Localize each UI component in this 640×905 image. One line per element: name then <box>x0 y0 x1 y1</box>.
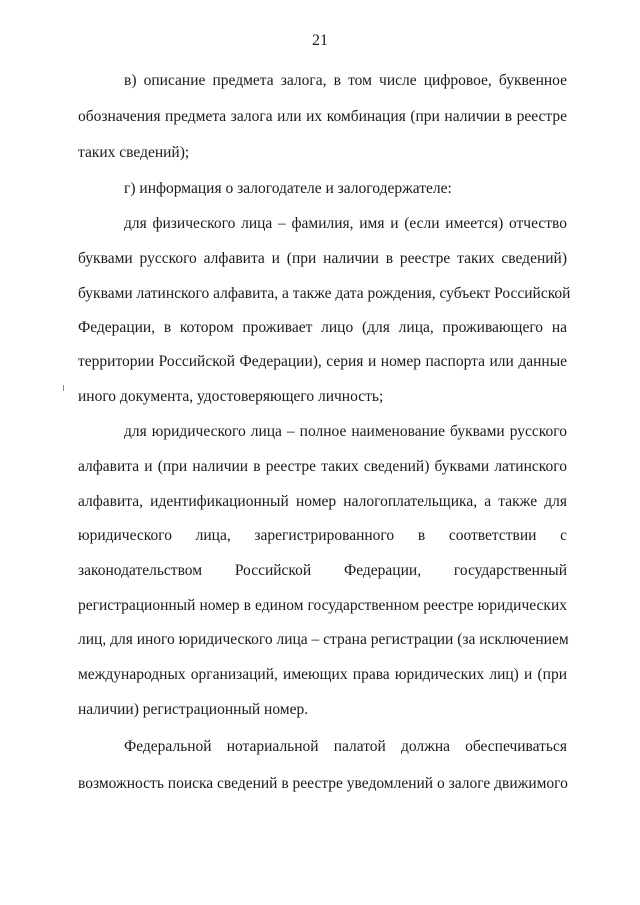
text-line: юридического лица, зарегистрированного в соответствии с <box>78 527 567 544</box>
text-line: Федеральной нотариальной палатой должна обеспечиваться <box>124 738 567 755</box>
text-line: в) описание предмета залога, в том числе цифровое, буквенное <box>124 72 567 89</box>
text-line: законодательством Российской Федерации, государственный <box>78 562 567 579</box>
text-line: международных организаций, имеющих права юридических лиц) и (при <box>78 666 567 683</box>
text-line: г) информация о залогодателе и залогодержателе: <box>124 180 452 197</box>
margin-scan-mark <box>63 385 64 391</box>
text-line: возможность поиска сведений в реестре уведомлений о залоге движимого <box>78 775 568 792</box>
text-line: территории Российской Федерации), серия и номер паспорта или данные <box>78 353 567 370</box>
text-line: алфавита и (при наличии в реестре таких сведений) буквами латинского <box>78 458 567 475</box>
text-line: регистрационный номер в едином государственном реестре юридических <box>78 597 567 614</box>
text-line: для физического лица – фамилия, имя и (если имеется) отчество <box>124 215 567 232</box>
text-line: обозначения предмета залога или их комбинация (при наличии в реестре <box>78 108 567 125</box>
text-line: лиц, для иного юридического лица – страна регистрации (за исключением <box>78 631 569 648</box>
text-line: буквами русского алфавита и (при наличии в реестре таких сведений) <box>78 250 567 267</box>
text-line: буквами латинского алфавита, а также дата рождения, субъект Российской <box>78 285 571 302</box>
text-line: наличии) регистрационный номер. <box>78 701 309 718</box>
text-line: иного документа, удостоверяющего личность; <box>78 388 384 405</box>
text-line: таких сведений); <box>78 144 190 161</box>
text-line: Федерации, в котором проживает лицо (для лица, проживающего на <box>78 319 567 336</box>
page-number: 21 <box>312 32 328 49</box>
text-line: алфавита, идентификационный номер налогоплательщика, а также для <box>78 493 567 510</box>
text-line: для юридического лица – полное наименование буквами русского <box>124 423 567 440</box>
